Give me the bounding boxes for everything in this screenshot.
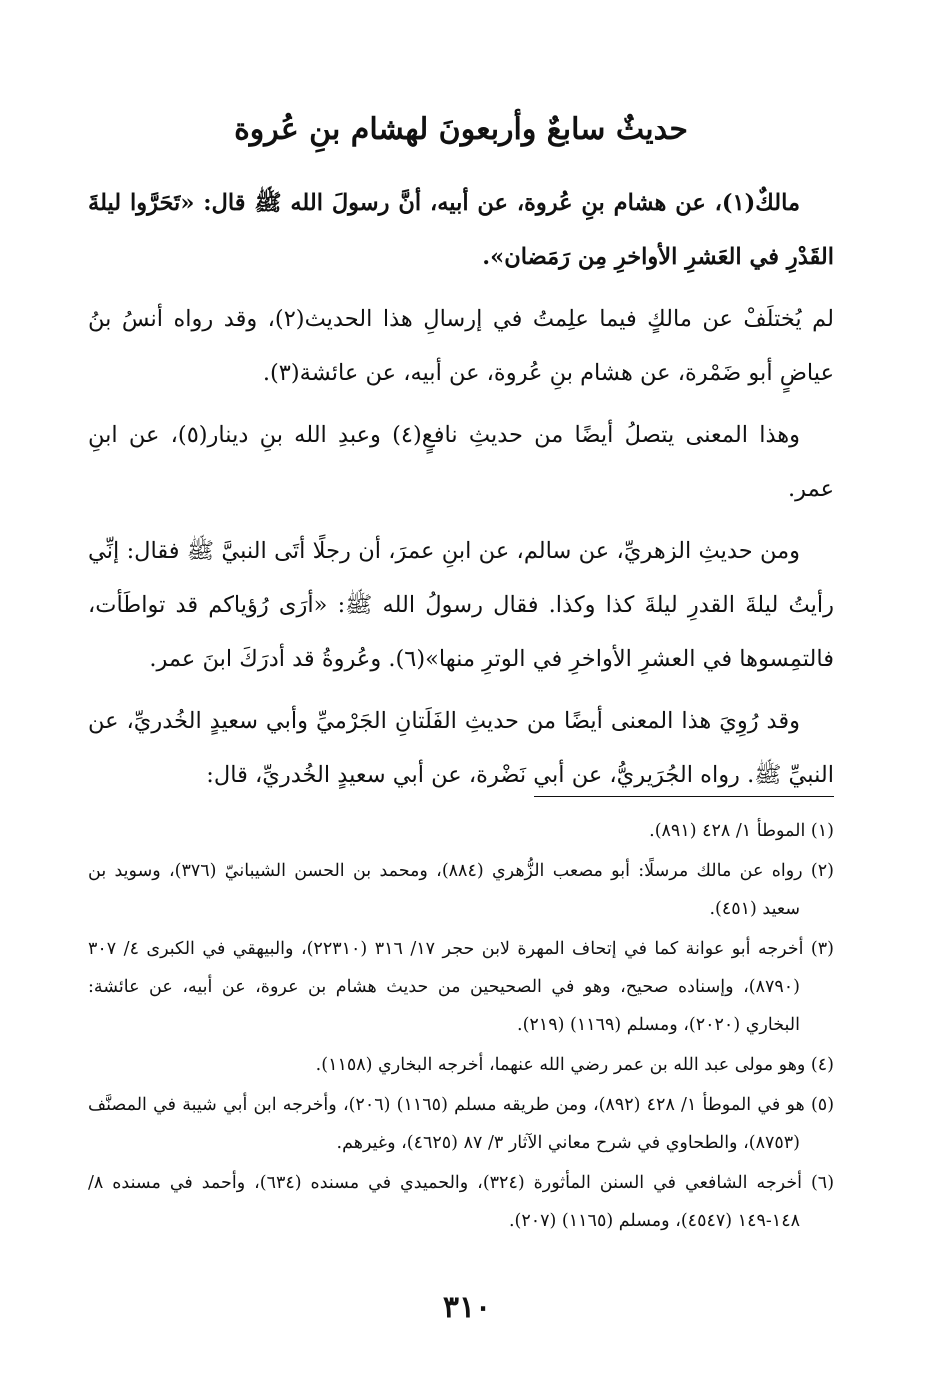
commentary-paragraph: وهذا المعنى يتصلُ أيضًا من حديثِ نافعٍ(٤) وعبدِ الله بنِ دينار(٥)، عن ابنِ عمر. [88,422,834,502]
footnotes [88,812,834,1242]
main-text [88,176,834,810]
page-number: ٣١٠ [442,1290,492,1325]
footnote: (١) الموطأ ١/ ٤٢٨ (٨٩١). [649,821,834,841]
hadith-paragraph: مالكٌ(١)، عن هشام بنِ عُروة، عن أبيه، أنَّ رسولَ الله ﷺ قال: «تَحَرَّوا ليلةَ القَدْرِ في العَشرِ الأواخرِ مِن رَمَضان». [88,190,834,270]
footnote: (٢) رواه عن مالك مرسلًا: أبو مصعب الزُّهري (٨٨٤)، ومحمد بن الحسن الشيبانيّ (٣٧٦)، وسويد بن سعيد (٤٥١). [88,861,834,919]
commentary-paragraph: وقد رُوِيَ هذا المعنى أيضًا من حديثِ الفَلَتانِ الجَرْميِّ وأبي سعيدٍ الخُدريِّ، عن النبيِّ ﷺ. رواه الجُرَيريُّ، عن أبي نَضْرة، عن أبي سعيدٍ الخُدريِّ، قال: [88,708,834,788]
commentary-paragraph: ومن حديثِ الزهريِّ، عن سالم، عن ابنِ عمرَ، أن رجلًا أتَى النبيَّ ﷺ فقال: إنِّي رأيتُ ليلةَ القدرِ ليلةَ كذا وكذا. فقال رسولُ الله ﷺ: «أرَى رُؤياكم قد تواطَأت، فالتمِسوها في العشرِ الأواخرِ في الوترِ منها»(٦). وعُروةُ قد أدرَكَ ابنَ عمر. [88,538,834,672]
footnote: (٣) أخرجه أبو عوانة كما في إتحاف المهرة لابن حجر ١٧/ ٣١٦ (٢٢٣١٠)، والبيهقي في الكبرى ٤/ ٣٠٧ (٨٧٩٠)، وإسناده صحيح، وهو في الصحيحين من حديث هشام بن عروة، عن أبيه، عن عائشة: البخاري (٢٠٢٠)، ومسلم (١١٦٩) (٢١٩). [88,939,834,1035]
footnote-separator [534,796,834,797]
footnote: (٤) وهو مولى عبد الله بن عمر رضي الله عنهما، أخرجه البخاري (١١٥٨). [315,1055,834,1075]
commentary-paragraph: لم يُختلَفْ عن مالكٍ فيما علِمتُ في إرسالِ هذا الحديث(٢)، وقد رواه أنسُ بنُ عياضٍ أبو ضَمْرة، عن هشام بنِ عُروة، عن أبيه، عن عائشة(٣). [88,306,834,386]
chapter-title: حديثٌ سابعٌ وأربعونَ لهشام بنِ عُروة [234,112,688,147]
footnote: (٥) هو في الموطأ ١/ ٤٢٨ (٨٩٢)، ومن طريقه مسلم (١١٦٥) (٢٠٦)، وأخرجه ابن أبي شيبة في المصنَّف (٨٧٥٣)، والطحاوي في شرح معاني الآثار ٣/ ٨٧ (٤٦٢٥)، وغيرهم. [88,1095,835,1153]
footnote: (٦) أخرجه الشافعي في السنن المأثورة (٣٢٤)، والحميدي في مسنده (٦٣٤)، وأحمد في مسنده ٨/ ١٤٨-١٤٩ (٤٥٤٧)، ومسلم (١١٦٥) (٢٠٧). [88,1173,835,1231]
